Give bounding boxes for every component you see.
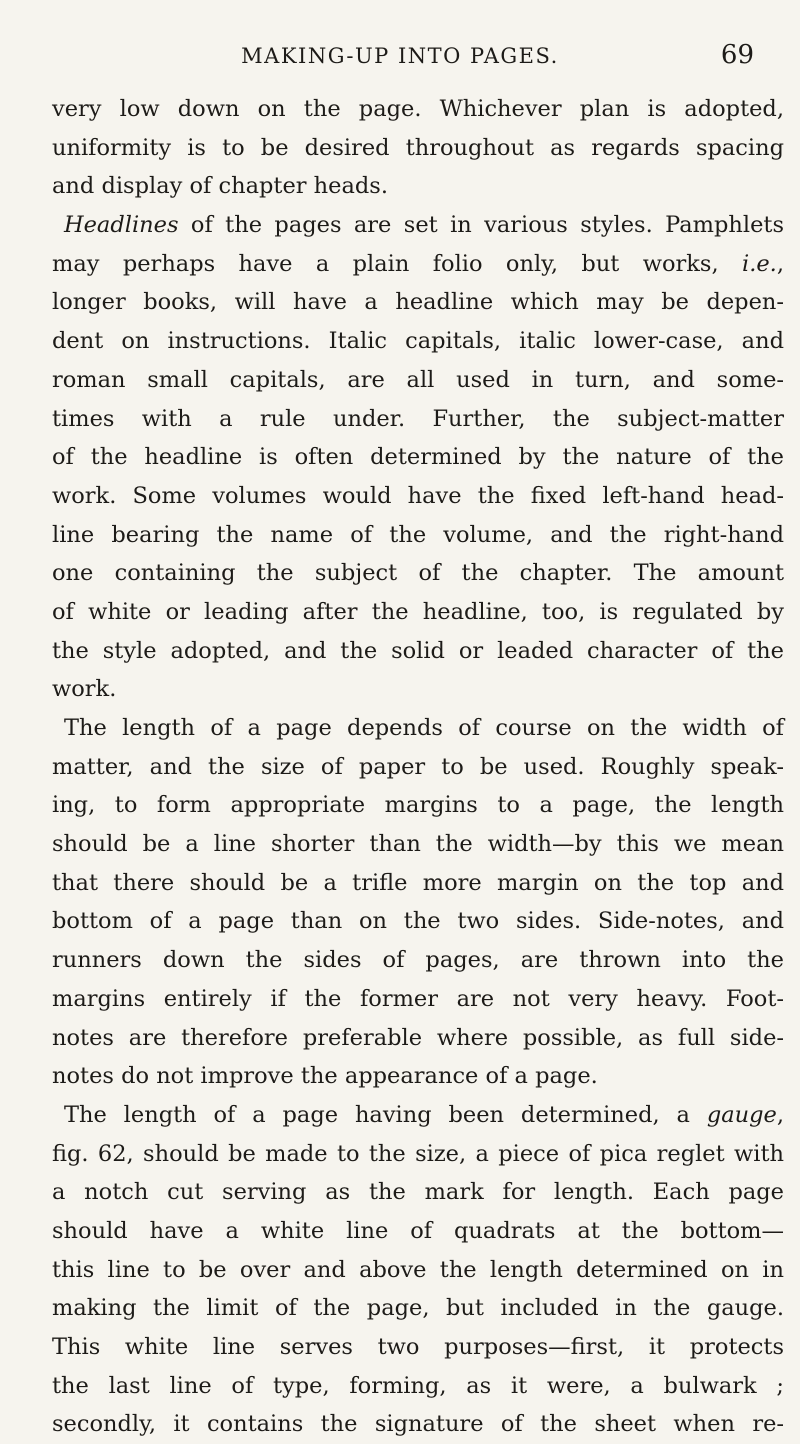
- text-segment: the style adopted, and the solid or leaded character of the: [52, 637, 784, 664]
- text-line: [52, 438, 784, 477]
- text-line: [52, 554, 784, 593]
- text-segment: of white or leading after the headline, too, is regulated by: [52, 598, 784, 625]
- text-segment: The length of a page having been determined, a: [64, 1101, 707, 1128]
- text-segment: and display of chapter heads.: [52, 173, 389, 200]
- text-line: [52, 167, 784, 206]
- text-segment: this line to be over and above the length determined on in: [52, 1256, 784, 1283]
- text-segment: This white line serves two purposes—first, it protects: [52, 1334, 784, 1360]
- text-segment: that there should be a trifle more margin on the top and: [52, 869, 784, 896]
- text-segment: a notch cut serving as the mark for length. Each page: [52, 1179, 784, 1206]
- text-segment: ,: [776, 250, 784, 277]
- text-segment: uniformity is to be desired throughout as regards spacing: [52, 134, 784, 161]
- text-line: [52, 90, 784, 129]
- text-segment: longer books, will have a headline which may be depen-: [52, 289, 784, 316]
- text-segment: may perhaps have a plain folio only, but works,: [52, 250, 743, 277]
- text-line: [52, 748, 784, 787]
- text-line: [52, 1405, 784, 1444]
- text-line: [52, 864, 784, 903]
- text-segment: roman small capitals, are all used in turn, and some-: [52, 366, 784, 393]
- text-segment: secondly, it contains the signature of the sheet when re-: [52, 1411, 784, 1438]
- italic-text: gauge: [706, 1101, 777, 1128]
- text-segment: ing, to form appropriate margins to a page, the length: [52, 792, 784, 819]
- text-line: [52, 1212, 784, 1251]
- running-head-title: MAKING-UP INTO PAGES.: [241, 44, 559, 68]
- text-segment: the last line of type, forming, as it were, a bulwark ;: [52, 1372, 784, 1399]
- page-number: 69: [720, 40, 754, 70]
- text-segment: margins entirely if the former are not very heavy. Foot-: [52, 985, 784, 1012]
- text-segment: notes are therefore preferable where possible, as full side-: [52, 1024, 784, 1051]
- text-line: [52, 1173, 784, 1212]
- text-line: [52, 516, 784, 555]
- text-line: [52, 206, 784, 245]
- text-line: [52, 902, 784, 941]
- text-line: [52, 283, 784, 322]
- text-segment: times with a rule under. Further, the subject-matter: [52, 405, 784, 432]
- italic-text: Headlines: [64, 212, 179, 239]
- text-line: [52, 477, 784, 516]
- text-segment: of the headline is often determined by the nature of the: [52, 444, 784, 471]
- text-line: [52, 786, 784, 825]
- text-line: [52, 1251, 784, 1290]
- text-segment: bottom of a page than on the two sides. Side-notes, and: [52, 908, 784, 935]
- text-segment: notes do not improve the appearance of a page.: [52, 1063, 598, 1090]
- text-segment: ,: [776, 1101, 784, 1128]
- text-line: [52, 670, 784, 709]
- text-line: [52, 825, 784, 864]
- text-line: [52, 980, 784, 1019]
- text-line: [52, 361, 784, 400]
- text-segment: dent on instructions. Italic capitals, italic lower-case, and: [52, 328, 784, 355]
- text-segment: one containing the subject of the chapter. The amount: [52, 560, 784, 587]
- text-segment: runners down the sides of pages, are thrown into the: [52, 947, 784, 974]
- italic-text: i.e.: [742, 250, 777, 277]
- text-line: [52, 632, 784, 671]
- text-line: [52, 1289, 784, 1328]
- text-segment: of the pages are set in various styles. Pamphlets: [178, 212, 784, 239]
- text-segment: fig. 62, should be made to the size, a piece of pica reglet with: [52, 1140, 784, 1167]
- text-segment: should have a white line of quadrats at the bottom—: [52, 1217, 784, 1244]
- running-head: [46, 40, 754, 80]
- text-line: [52, 709, 784, 748]
- text-line: [52, 1057, 784, 1096]
- text-segment: matter, and the size of paper to be used. Roughly speak-: [52, 753, 784, 780]
- text-segment: work. Some volumes would have the fixed left-hand head-: [52, 482, 784, 509]
- text-line: [52, 1019, 784, 1058]
- text-segment: The length of a page depends of course on the width of: [64, 715, 784, 741]
- body-text: [52, 90, 784, 1444]
- text-line: [52, 129, 784, 168]
- text-segment: making the limit of the page, but included in the gauge.: [52, 1295, 784, 1322]
- text-line: [52, 400, 784, 439]
- text-line: [52, 245, 784, 284]
- text-segment: work.: [52, 676, 117, 703]
- text-line: [52, 322, 784, 361]
- text-line: [52, 1096, 784, 1135]
- text-line: [52, 1135, 784, 1174]
- text-segment: should be a line shorter than the width—by this we mean: [52, 831, 784, 858]
- text-line: [52, 1367, 784, 1406]
- text-segment: line bearing the name of the volume, and the right-hand: [52, 521, 784, 548]
- text-line: [52, 941, 784, 980]
- text-line: [52, 1328, 784, 1367]
- text-segment: very low down on the page. Whichever plan is adopted,: [52, 96, 784, 122]
- text-line: [52, 593, 784, 632]
